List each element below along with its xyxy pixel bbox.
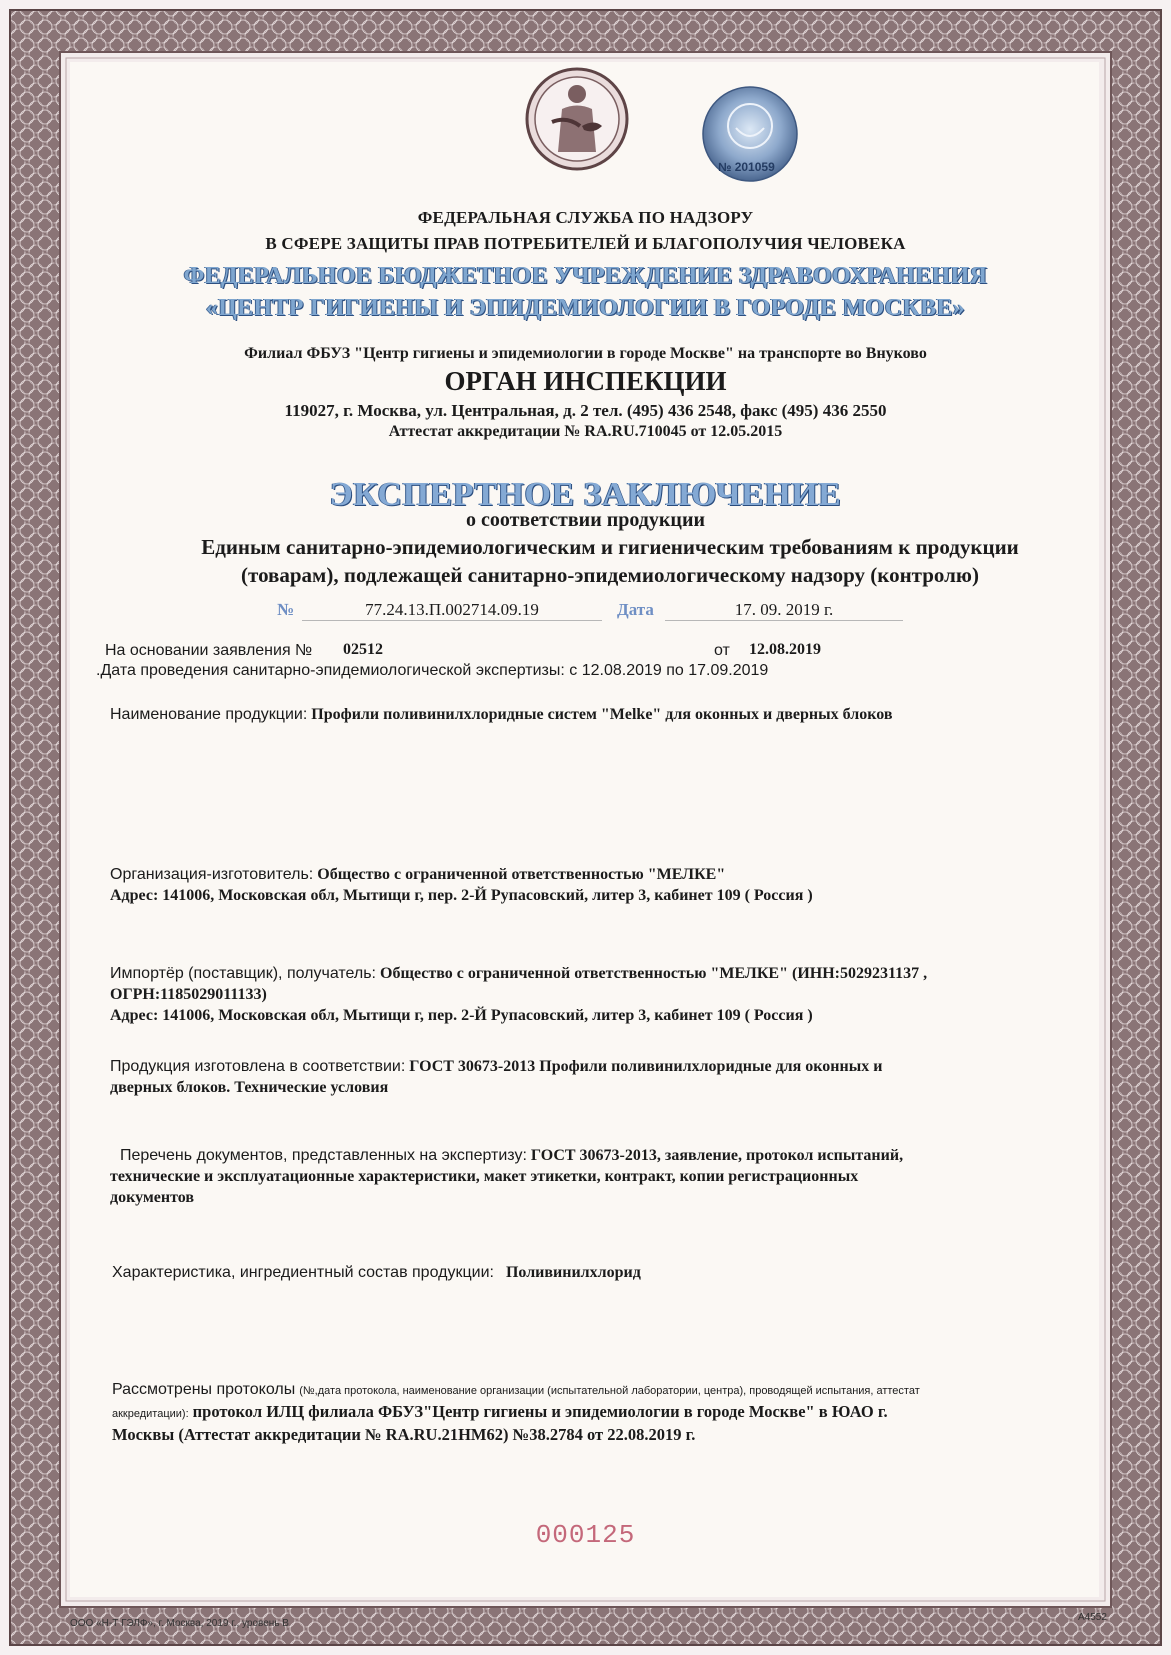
standard-value-1: ГОСТ 30673-2013 Профили поливинилхлоридные для оконных и: [409, 1058, 883, 1075]
standard-value-2: дверных блоков. Технические условия: [110, 1079, 389, 1096]
documents-row: [120, 1147, 903, 1165]
exam-period: .Дата проведения санитарно-эпидемиологической экспертизы: с 12.08.2019 по 17.09.2019: [96, 662, 769, 679]
protocols-note-2: аккредитации):: [112, 1408, 189, 1420]
requirements-line-2: (товарам), подлежащей санитарно-эпидемиологическому надзору (контролю): [241, 563, 979, 587]
importer-value-2: ОГРН:1185029011133): [110, 986, 267, 1003]
importer-label: Импортёр (поставщик), получатель:: [110, 965, 376, 982]
organ-title: ОРГАН ИНСПЕКЦИИ: [444, 366, 727, 396]
accreditation: Аттестат аккредитации № RA.RU.710045 от 12.05.2015: [388, 423, 783, 440]
document-title: ЭКСПЕРТНОЕ ЗАКЛЮЧЕНИЕ: [329, 476, 842, 513]
number-label: №: [277, 600, 295, 619]
application-date: 12.08.2019: [749, 641, 821, 658]
composition-value: Поливинилхлорид: [505, 1264, 641, 1281]
documents-label: Перечень документов, представленных на экспертизу:: [120, 1147, 527, 1164]
service-line-1: ФЕДЕРАЛЬНАЯ СЛУЖБА ПО НАДЗОРУ: [417, 208, 754, 227]
document-number: 77.24.13.П.002714.09.19: [302, 600, 602, 621]
document-body: [70, 62, 1099, 1597]
manufacturer-value: Общество с ограниченной ответственностью "МЕЛКЕ": [317, 866, 726, 883]
composition-label: Характеристика, ингредиентный состав продукции:: [112, 1264, 494, 1281]
organ-address: 119027, г. Москва, ул. Центральная, д. 2 тел. (495) 436 2548, факс (495) 436 2550: [284, 401, 887, 420]
importer-address: Адрес: 141006, Московская обл, Мытищи г, пер. 2-Й Рупасовский, литер 3, кабинет 109 ( Россия ): [110, 1007, 813, 1024]
protocols-row-1: [112, 1381, 920, 1399]
date-label: Дата: [617, 600, 654, 619]
requirements-line-1: Единым санитарно-эпидемиологическим и гигиеническим требованиям к продукции: [201, 535, 1019, 559]
protocols-value-2: Москвы (Аттестат аккредитации № RA.RU.21HM62) №38.2784 от 22.08.2019 г.: [112, 1425, 696, 1444]
documents-value-1: ГОСТ 30673-2013, заявление, протокол испытаний,: [530, 1147, 904, 1164]
standard-label: Продукция изготовлена в соответствии:: [110, 1058, 406, 1075]
manufacturer-row: [110, 866, 725, 884]
protocols-value-1: протокол ИЛЦ филиала ФБУЗ"Центр гигиены и эпидемиологии в городе Москве" в ЮАО г.: [192, 1402, 888, 1421]
hygieia-emblem-icon: [522, 64, 632, 174]
institution-line-1: ФЕДЕРАЛЬНОЕ БЮДЖЕТНОЕ УЧРЕЖДЕНИЕ ЗДРАВООХРАНЕНИЯ: [183, 263, 988, 289]
product-row: [110, 706, 892, 724]
product-label: Наименование продукции:: [110, 706, 308, 723]
branch-name: Филиал ФБУЗ "Центр гигиены и эпидемиологии в городе Москве" на транспорте во Внуково: [244, 345, 927, 362]
application-label: На основании заявления №: [105, 642, 313, 659]
composition-row: [112, 1264, 641, 1282]
protocols-label: Рассмотрены протоколы: [112, 1381, 296, 1398]
serial-number: 000125: [535, 1520, 636, 1550]
institution-line-2: «ЦЕНТР ГИГИЕНЫ И ЭПИДЕМИОЛОГИИ В ГОРОДЕ МОСКВЕ»: [205, 295, 966, 321]
hologram-number: № 201059: [718, 160, 775, 174]
format-code: А4552: [1078, 1612, 1107, 1623]
document-date: 17. 09. 2019 г.: [665, 600, 903, 621]
manufacturer-label: Организация-изготовитель:: [110, 866, 314, 883]
importer-value-1: Общество с ограниченной ответственностью "МЕЛКЕ" (ИНН:5029231137 ,: [380, 965, 928, 982]
service-line-2: В СФЕРЕ ЗАЩИТЫ ПРАВ ПОТРЕБИТЕЛЕЙ И БЛАГОПОЛУЧИЯ ЧЕЛОВЕКА: [265, 234, 906, 253]
standard-row: [110, 1058, 882, 1076]
documents-value-3: документов: [110, 1189, 194, 1206]
printer-note: ООО «Н-Т ГЭЛФ», г. Москва, 2019 г., уровень В: [70, 1618, 289, 1629]
protocols-row-2: [112, 1402, 888, 1422]
document-subtitle: о соответствии продукции: [465, 509, 705, 531]
documents-value-2: технические и эксплуатационные характеристики, макет этикетки, контракт, копии регистрационных: [110, 1168, 859, 1185]
importer-row: [110, 965, 927, 983]
manufacturer-address: Адрес: 141006, Московская обл, Мытищи г, пер. 2-Й Рупасовский, литер 3, кабинет 109 ( Россия ): [110, 887, 813, 904]
product-value: Профили поливинилхлоридные систем "Melke" для оконных и дверных блоков: [311, 706, 893, 723]
application-number: 02512: [343, 641, 383, 658]
protocols-note-1: (№,дата протокола, наименование организации (испытательной лаборатории, центра), проводящей испытания, аттестат: [299, 1385, 920, 1397]
application-from-label: от: [714, 642, 730, 659]
